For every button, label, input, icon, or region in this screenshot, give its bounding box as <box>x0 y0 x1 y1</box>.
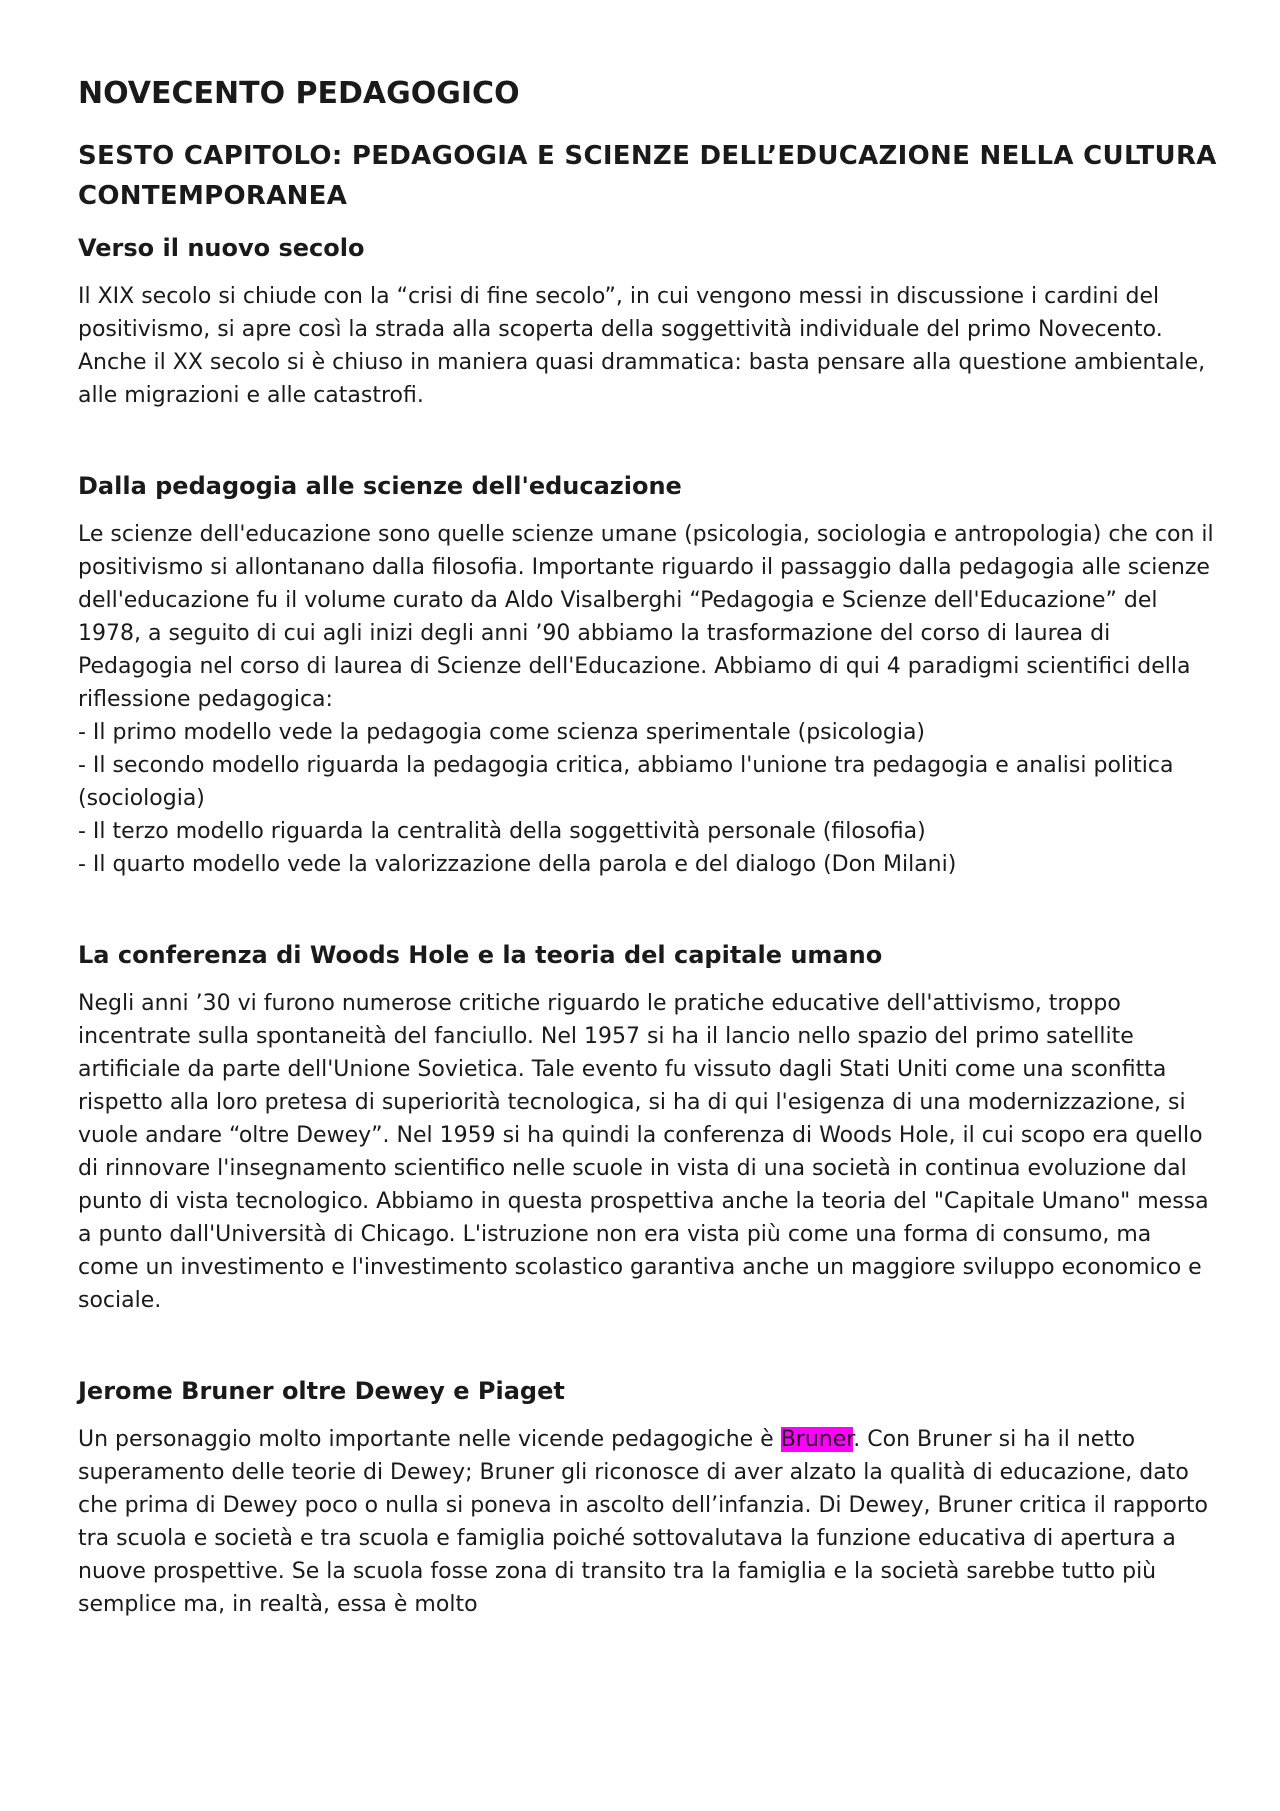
list-item: - Il primo modello vede la pedagogia come scienza sperimentale (psicologia) <box>78 720 926 745</box>
section-heading-bruner: Jerome Bruner oltre Dewey e Piaget <box>78 1377 565 1405</box>
list-item: - Il secondo modello riguarda la pedagogia critica, abbiamo l'unione tra pedagogia e analisi politica (sociologia) <box>78 753 1174 811</box>
list-item: - Il quarto modello vede la valorizzazione della parola e del dialogo (Don Milani) <box>78 852 957 877</box>
paragraph-text-before: Un personaggio molto importante nelle vicende pedagogiche è <box>78 1427 781 1452</box>
document-title: NOVECENTO PEDAGOGICO <box>78 76 520 111</box>
section-heading-woods-hole: La conferenza di Woods Hole e la teoria del capitale umano <box>78 941 883 969</box>
document-page <box>78 74 1218 1621</box>
section-paragraph-scienze: Le scienze dell'educazione sono quelle scienze umane (psicologia, sociologia e antropologia) che con il positivismo si allontanano dalla filosofia. Importante riguardo il passaggio dalla pedagogia alle scienze dell'educazione fu il volume curato da Aldo Visalberghi “Pedagogia e Scienze dell'Educazione” del 1978, a seguito di cui agli inizi degli anni ’90 abbiamo la trasformazione del corso di laurea di Pedagogia nel corso di laurea di Scienze dell'Educazione. Abbiamo di qui 4 paradigmi scientifici della riflessione pedagogica: <box>78 522 1214 712</box>
section-heading-verso: Verso il nuovo secolo <box>78 234 365 262</box>
paragraph-text-after: . Con Bruner si ha il netto superamento delle teorie di Dewey; Bruner gli riconosce di aver alzato la qualità di educazione, dato che prima di Dewey poco o nulla si poneva in ascolto dell’infanzia. Di Dewey, Bruner critica il rapporto tra scuola e società e tra scuola e famiglia poiché sottovalutava la funzione educativa di apertura a nuove prospettive. Se la scuola fosse zona di transito tra la famiglia e la società sarebbe tutto più semplice ma, in realtà, essa è molto <box>78 1427 1208 1617</box>
chapter-title: SESTO CAPITOLO: PEDAGOGIA E SCIENZE DELL’EDUCAZIONE NELLA CULTURA CONTEMPORANEA <box>78 141 1217 211</box>
section-paragraph-bruner <box>78 1423 1218 1621</box>
section-paragraph-woods-hole: Negli anni ’30 vi furono numerose critiche riguardo le pratiche educative dell'attivismo, troppo incentrate sulla spontaneità del fanciullo. Nel 1957 si ha il lancio nello spazio del primo satellite artificiale da parte dell'Unione Sovietica. Tale evento fu vissuto dagli Stati Uniti come una sconfitta rispetto alla loro pretesa di superiorità tecnologica, si ha di qui l'esigenza di una modernizzazione, si vuole andare “oltre Dewey”. Nel 1959 si ha quindi la conferenza di Woods Hole, il cui scopo era quello di rinnovare l'insegnamento scientifico nelle scuole in vista di una società in continua evoluzione dal punto di vista tecnologico. Abbiamo in questa prospettiva anche la teoria del "Capitale Umano" messa a punto dall'Università di Chicago. L'istruzione non era vista più come una forma di consumo, ma come un investimento e l'investimento scolastico garantiva anche un maggiore sviluppo economico e sociale. <box>78 991 1209 1313</box>
section-paragraph-verso: Il XIX secolo si chiude con la “crisi di fine secolo”, in cui vengono messi in discussione i cardini del positivismo, si apre così la strada alla scoperta della soggettività individuale del primo Novecento. Anche il XX secolo si è chiuso in maniera quasi drammatica: basta pensare alla questione ambientale, alle migrazioni e alle catastrofi. <box>78 284 1206 408</box>
list-item: - Il terzo modello riguarda la centralità della soggettività personale (filosofia) <box>78 819 926 844</box>
highlighted-name: Bruner <box>780 1427 854 1452</box>
section-heading-scienze: Dalla pedagogia alle scienze dell'educazione <box>78 472 682 500</box>
